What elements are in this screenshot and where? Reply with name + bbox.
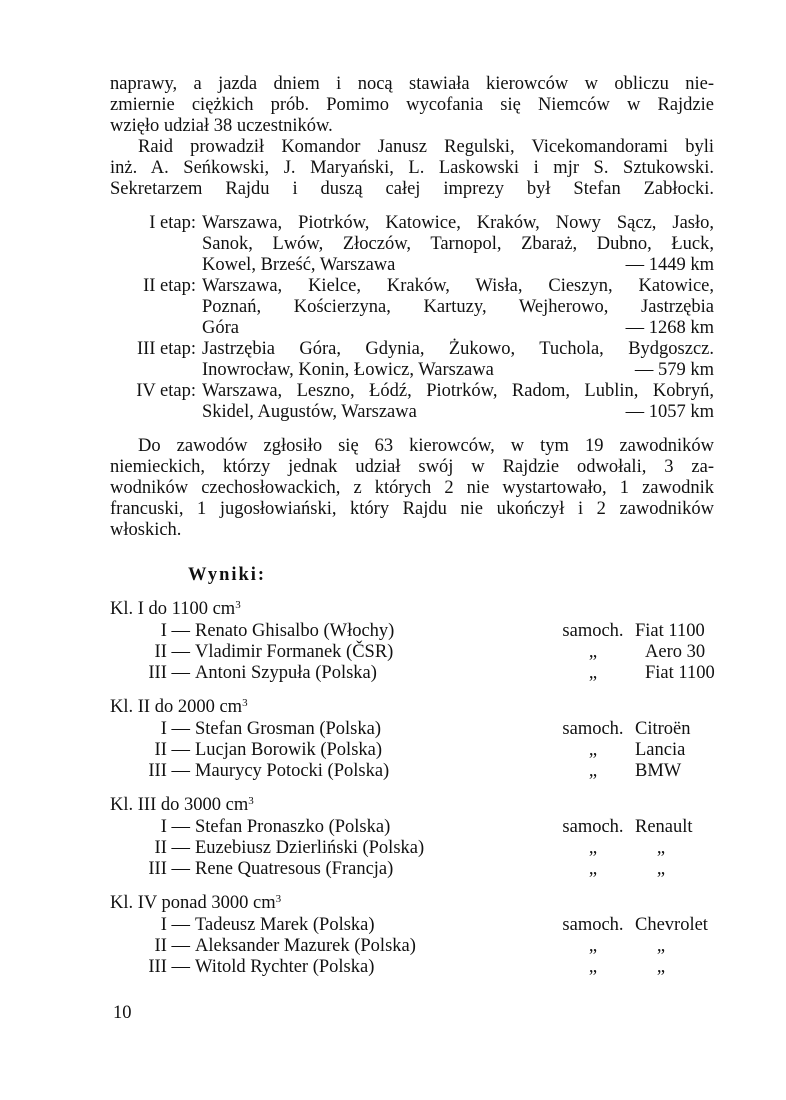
result-row xyxy=(110,817,714,838)
results-heading: Wyniki: xyxy=(188,565,267,585)
result-vehicle-type: „ xyxy=(588,838,598,858)
class-title: Kl. I do 1100 $cm^3$ xyxy=(110,599,241,619)
result-row xyxy=(110,915,714,936)
stage-distance: — 1449 km xyxy=(625,255,714,275)
stage-distance: — 579 km xyxy=(634,360,714,380)
stage-route-line: Poznań, Kościerzyna, Kartuzy, Wejherowo, Jastrzębia xyxy=(202,297,714,317)
result-position: III — xyxy=(148,859,190,879)
text-line: włoskich. xyxy=(110,520,182,540)
result-row xyxy=(110,838,714,859)
organizers-paragraph xyxy=(110,137,714,200)
class-block xyxy=(110,599,714,684)
result-vehicle-type: samoch. xyxy=(562,915,624,935)
stage-item xyxy=(110,339,714,381)
result-position: III — xyxy=(148,663,190,683)
result-vehicle-type: „ xyxy=(588,957,598,977)
stage-route-line: Jastrzębia Góra, Gdynia, Żukowo, Tuchola, Bydgoszcz. xyxy=(202,339,714,359)
result-car: Aero 30 xyxy=(645,642,706,662)
result-driver: Renato Ghisalbo (Włochy) xyxy=(195,621,395,641)
stage-label: I etap: xyxy=(149,213,196,233)
result-car: Renault xyxy=(635,817,693,837)
result-row xyxy=(110,761,714,782)
stage-route xyxy=(202,381,714,423)
result-position: I — xyxy=(160,621,190,641)
class-block xyxy=(110,893,714,978)
result-row xyxy=(110,621,714,642)
result-position: II — xyxy=(154,936,190,956)
result-driver: Aleksander Mazurek (Polska) xyxy=(195,936,416,956)
result-vehicle-type: „ xyxy=(588,740,598,760)
result-car: „ xyxy=(656,859,666,879)
result-position: III — xyxy=(148,957,190,977)
stage-route-line: Warszawa, Leszno, Łódź, Piotrków, Radom, Lublin, Kobryń, xyxy=(202,381,714,401)
text-line: wodników czechosłowackich, z których 2 nie wystartowało, 1 zawodnik xyxy=(110,478,714,498)
result-row xyxy=(110,936,714,957)
stage-distance: — 1057 km xyxy=(625,402,714,422)
stage-label: III etap: xyxy=(136,339,196,359)
result-driver: Tadeusz Marek (Polska) xyxy=(195,915,375,935)
stage-route-line: Kowel, Brześć, Warszawa xyxy=(202,255,396,275)
result-car: Chevrolet xyxy=(635,915,708,935)
stage-item xyxy=(110,213,714,276)
result-row xyxy=(110,719,714,740)
result-row xyxy=(110,663,714,684)
stage-route xyxy=(202,213,714,276)
result-car: „ xyxy=(656,957,666,977)
text-line: Raid prowadził Komandor Janusz Regulski, Vicekomandorami byli xyxy=(138,137,714,157)
result-car: „ xyxy=(656,838,666,858)
stage-route-line: Inowrocław, Konin, Łowicz, Warszawa xyxy=(202,360,494,380)
intro-paragraph xyxy=(110,74,714,137)
stage-distance: — 1268 km xyxy=(625,318,714,338)
result-position: I — xyxy=(160,719,190,739)
text-line: Sekretarzem Rajdu i duszą całej imprezy był Stefan Zabłocki. xyxy=(110,179,714,199)
result-vehicle-type: „ xyxy=(588,936,598,956)
class-title: Kl. IV ponad 3000 $cm^3$ xyxy=(110,893,282,913)
result-driver: Rene Quatresous (Francja) xyxy=(195,859,394,879)
result-driver: Vladimir Formanek (ČSR) xyxy=(195,642,394,662)
result-car: Fiat 1100 xyxy=(635,621,705,641)
text-line: wzięło udział 38 uczestników. xyxy=(110,116,333,136)
page-number: 10 xyxy=(113,1003,132,1023)
text-line: inż. A. Seńkowski, J. Maryański, L. Laskowski i mjr S. Sztukowski. xyxy=(110,158,714,178)
class-block xyxy=(110,795,714,880)
result-car: Lancia xyxy=(635,740,686,760)
stage-route-line: Skidel, Augustów, Warszawa xyxy=(202,402,417,422)
class-block xyxy=(110,697,714,782)
stage-route xyxy=(202,339,714,381)
stage-item xyxy=(110,381,714,423)
results-list xyxy=(110,599,714,978)
result-driver: Lucjan Borowik (Polska) xyxy=(195,740,383,760)
result-driver: Stefan Grosman (Polska) xyxy=(195,719,381,739)
text-line: niemieckich, którzy jednak udział swój w Rajdzie odwołali, 3 za- xyxy=(110,457,714,477)
text-line: naprawy, a jazda dniem i nocą stawiała kierowców w obliczu nie- xyxy=(110,74,714,94)
result-vehicle-type: „ xyxy=(588,761,598,781)
result-position: II — xyxy=(154,838,190,858)
result-row xyxy=(110,859,714,880)
result-vehicle-type: „ xyxy=(588,859,598,879)
result-row xyxy=(110,740,714,761)
result-vehicle-type: „ xyxy=(588,663,598,683)
stage-label: IV etap: xyxy=(136,381,196,401)
stage-route xyxy=(202,276,714,339)
result-position: II — xyxy=(154,642,190,662)
text-line: zmiernie ciężkich prób. Pomimo wycofania się Niemców w Rajdzie xyxy=(110,95,714,115)
result-driver: Maurycy Potocki (Polska) xyxy=(195,761,390,781)
result-vehicle-type: samoch. xyxy=(562,817,624,837)
stage-route-line: Warszawa, Kielce, Kraków, Wisła, Cieszyn, Katowice, xyxy=(202,276,714,296)
result-driver: Stefan Pronaszko (Polska) xyxy=(195,817,391,837)
result-driver: Witold Rychter (Polska) xyxy=(195,957,375,977)
result-car: Citroën xyxy=(635,719,691,739)
result-position: II — xyxy=(154,740,190,760)
class-title: Kl. III do 3000 $cm^3$ xyxy=(110,795,254,815)
result-vehicle-type: „ xyxy=(588,642,598,662)
result-car: BMW xyxy=(635,761,682,781)
stage-item xyxy=(110,276,714,339)
result-vehicle-type: samoch. xyxy=(562,719,624,739)
entries-paragraph xyxy=(110,436,714,541)
result-row xyxy=(110,957,714,978)
text-line: francuski, 1 jugosłowiański, który Rajdu nie ukończył i 2 zawodników xyxy=(110,499,714,519)
stage-label: II etap: xyxy=(143,276,196,296)
result-position: III — xyxy=(148,761,190,781)
result-vehicle-type: samoch. xyxy=(562,621,624,641)
result-driver: Antoni Szypuła (Polska) xyxy=(195,663,377,683)
stage-route-line: Góra xyxy=(202,318,239,338)
result-row xyxy=(110,642,714,663)
result-position: I — xyxy=(160,915,190,935)
result-position: I — xyxy=(160,817,190,837)
stages-list xyxy=(110,213,714,423)
stage-route-line: Warszawa, Piotrków, Katowice, Kraków, Nowy Sącz, Jasło, xyxy=(202,213,714,233)
result-car: Fiat 1100 xyxy=(645,663,715,683)
class-title: Kl. II do 2000 $cm^3$ xyxy=(110,697,248,717)
text-line: Do zawodów zgłosiło się 63 kierowców, w tym 19 zawodników xyxy=(138,436,714,456)
stage-route-line: Sanok, Lwów, Złoczów, Tarnopol, Zbaraż, Dubno, Łuck, xyxy=(202,234,714,254)
result-driver: Euzebiusz Dzierliński (Polska) xyxy=(195,838,425,858)
page-body xyxy=(110,74,714,978)
result-car: „ xyxy=(656,936,666,956)
